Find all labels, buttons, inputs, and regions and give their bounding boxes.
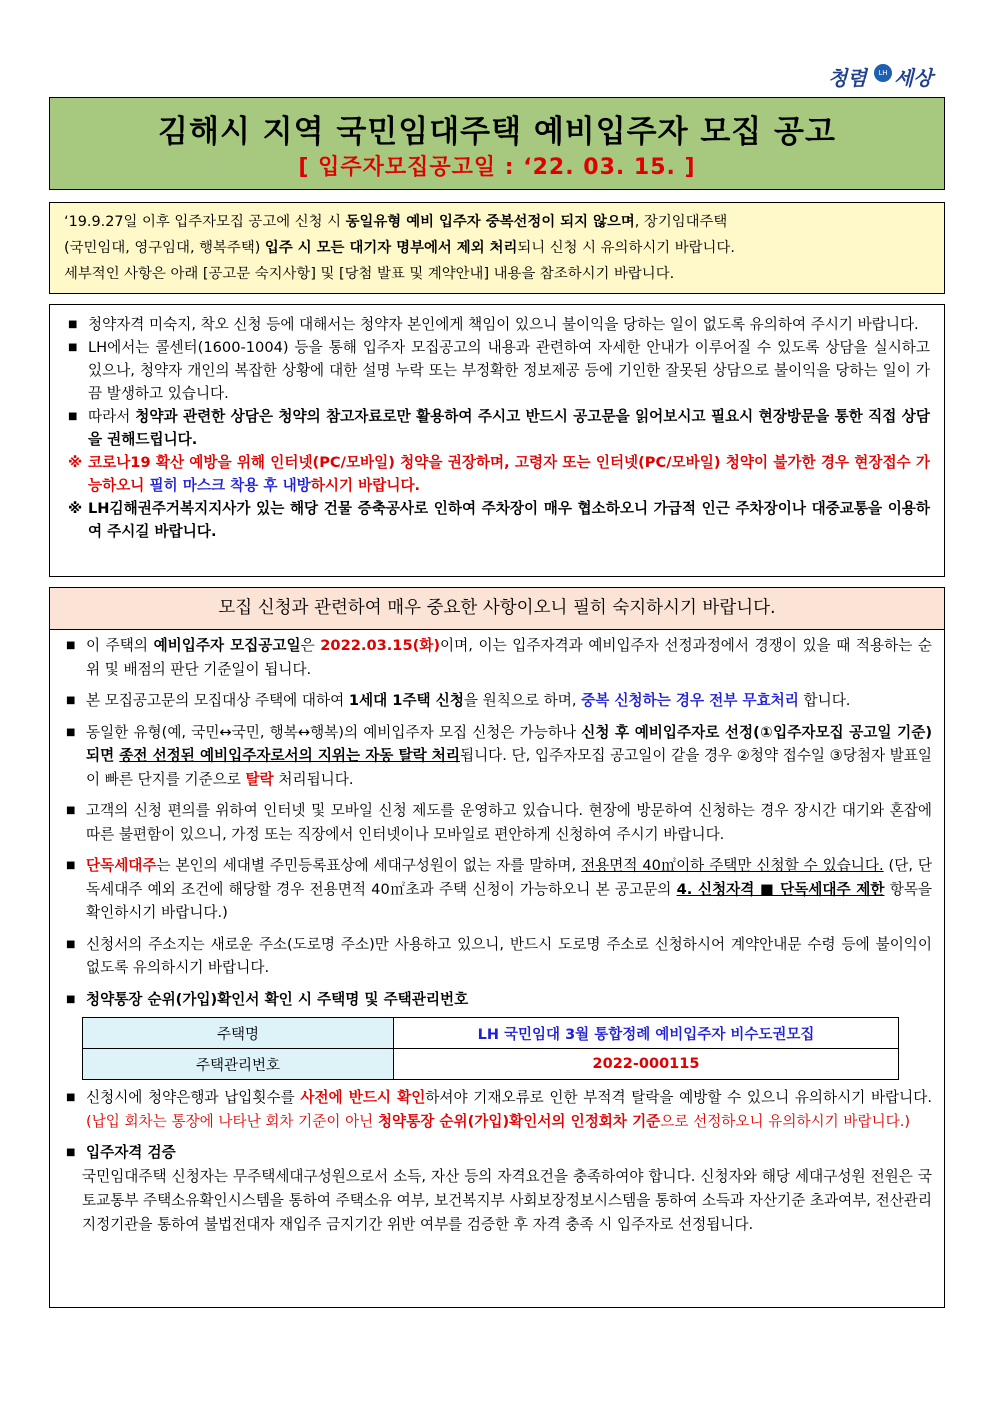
warning-box <box>49 304 945 577</box>
eligibility-text: 국민임대주택 신청자는 무주택세대구성원으로서 소득, 자산 등의 자격요건을 충족하여야 합니다. 신청자와 해당 세대구성원 전원은 국토교통부 주택소유확인시스템을 통하여 주택소유 여부, 보건복지부 사회보장정보시스템을 통하여 소득과 자산기준 초과여부, 전산관리지정기관을 통하여 불법전대자 재입주 금지기간 위반 여부를 검증한 후 자격 충족 시 입주자로 선정됩니다. <box>82 1167 932 1233</box>
notice-line-3: 세부적인 사항은 아래 [공고문 숙지사항] 및 [당첨 발표 및 계약안내] 내용을 참조하시기 바랍니다. <box>64 266 675 282</box>
logo-seal-icon: LH <box>874 64 892 82</box>
house-info-table <box>82 1017 899 1080</box>
notice-line-2: (국민임대, 영구임대, 행복주택) 입주 시 모든 대기자 명부에서 제외 처리되니 신청 시 유의하시기 바랍니다. <box>64 240 735 256</box>
table-key: 주택관리번호 <box>83 1049 394 1080</box>
table-key: 주택명 <box>83 1018 394 1049</box>
table-row <box>83 1049 899 1080</box>
title-box <box>49 97 945 190</box>
warning-item: ■ 청약자격 미숙지, 착오 신청 등에 대해서는 청약자 본인에게 책임이 있으니 불이익을 당하는 일이 없도록 유의하여 주시기 바랍니다. <box>64 313 930 336</box>
notice-box <box>49 202 945 294</box>
important-notes-box <box>49 629 945 1308</box>
note-item: ■ 본 모집공고문의 모집대상 주택에 대하여 1세대 1주택 신청을 원칙으로 하며, 중복 신청하는 경우 전부 무효처리 합니다. <box>62 689 932 713</box>
page-title: 김해시 지역 국민임대주택 예비입주자 모집 공고 <box>158 114 836 150</box>
table-value: 2022-000115 <box>394 1049 899 1080</box>
note-item: ■ 이 주택의 예비입주자 모집공고일은 2022.03.15(화)이며, 이는 입주자격과 예비입주자 선정과정에서 경쟁이 있을 때 적용하는 순위 및 배점의 판단 기준일이 됩니다. <box>62 634 932 681</box>
warning-item: ■ 따라서 청약과 관련한 상담은 청약의 참고자료로만 활용하여 주시고 반드시 공고문을 읽어보시고 필요시 현장방문을 통한 직접 상담을 권해드립니다. <box>64 405 930 451</box>
note-item: ■ 청약통장 순위(가입)확인서 확인 시 주택명 및 주택관리번호 <box>62 988 932 1012</box>
logo-text-2: 세상 <box>894 66 933 90</box>
note-item: ■ 동일한 유형(예, 국민↔국민, 행복↔행복)의 예비입주자 모집 신청은 가능하나 신청 후 예비입주자로 선정(①입주자모집 공고일 기준) 되면 종전 선정된 예비입주자로서의 지위는 자동 탈락 처리됩니다. 단, 입주자모집 공고일이 같을 경우 ②청약 접수일 ③당첨자 발표일이 빠른 단지를 기준으로 탈락 처리됩니다. <box>62 721 932 792</box>
note-item: ■ 신청서의 주소지는 새로운 주소(도로명 주소)만 사용하고 있으니, 반드시 도로명 주소로 신청하시어 계약안내문 수령 등에 불이익이 없도록 유의하시기 바랍니다. <box>62 933 932 980</box>
parking-notice: ※ LH김해권주거복지지사가 있는 해당 건물 증축공사로 인하여 주차장이 매우 협소하오니 가급적 인근 주차장이나 대중교통을 이용하여 주시길 바랍니다. <box>68 500 930 540</box>
warning-item: ■ LH에서는 콜센터(1600-1004) 등을 통해 입주자 모집공고의 내용과 관련하여 자세한 안내가 이루어질 수 있도록 상담을 실시하고 있으나, 청약자 개인의 복잡한 상황에 대한 설명 누락 또는 부정확한 정보제공 등에 기인한 잘못된 상담으로 불이익을 당하는 일이 가끔 발생하고 있습니다. <box>64 336 930 405</box>
integrity-logo <box>828 58 948 92</box>
section-heading: 모집 신청과 관련하여 매우 중요한 사항이오니 필히 숙지하시기 바랍니다. <box>49 587 945 630</box>
note-item: ■ 단독세대주는 본인의 세대별 주민등록표상에 세대구성원이 없는 자를 말하며, 전용면적 40㎡이하 주택만 신청할 수 있습니다. (단, 단독세대주 예외 조건에 해당할 경우 전용면적 40㎡초과 주택 신청이 가능하오니 본 공고문의 4. 신청자격 ■ 단독세대주 제한 항목을 확인하시기 바랍니다.) <box>62 854 932 925</box>
announcement-date: [ 입주자모집공고일 : ‘22. 03. 15. ] <box>298 155 696 180</box>
logo-text-1: 청렴 <box>828 66 867 90</box>
table-row <box>83 1018 899 1049</box>
table-value: LH 국민임대 3월 통합정례 예비입주자 비수도권모집 <box>394 1018 899 1049</box>
covid-notice: ※ 코로나19 확산 예방을 위해 인터넷(PC/모바일) 청약을 권장하며, 고령자 또는 인터넷(PC/모바일) 청약이 불가한 경우 현장접수 가능하오니 필히 마스크 착용 후 내방하시기 바랍니다. <box>68 454 930 494</box>
note-item: ■ 신청시에 청약은행과 납입횟수를 사전에 반드시 확인하셔야 기재오류로 인한 부적격 탈락을 예방할 수 있으니 유의하시기 바랍니다. (납입 회차는 통장에 나타난 회차 기준이 아닌 청약통장 순위(가입)확인서의 인정회차 기준으로 선정하오니 유의하시기 바랍니다.) <box>62 1086 932 1133</box>
notice-line-1: ‘19.9.27일 이후 입주자모집 공고에 신청 시 동일유형 예비 입주자 중복선정이 되지 않으며, 장기임대주택 <box>64 214 728 230</box>
note-item: ■ 고객의 신청 편의를 위하여 인터넷 및 모바일 신청 제도를 운영하고 있습니다. 현장에 방문하여 신청하는 경우 장시간 대기와 혼잡에 따른 불편함이 있으니, 가정 또는 직장에서 인터넷이나 모바일로 편안하게 신청하여 주시기 바랍니다. <box>62 799 932 846</box>
note-item: ■ 입주자격 검증 <box>62 1141 932 1165</box>
